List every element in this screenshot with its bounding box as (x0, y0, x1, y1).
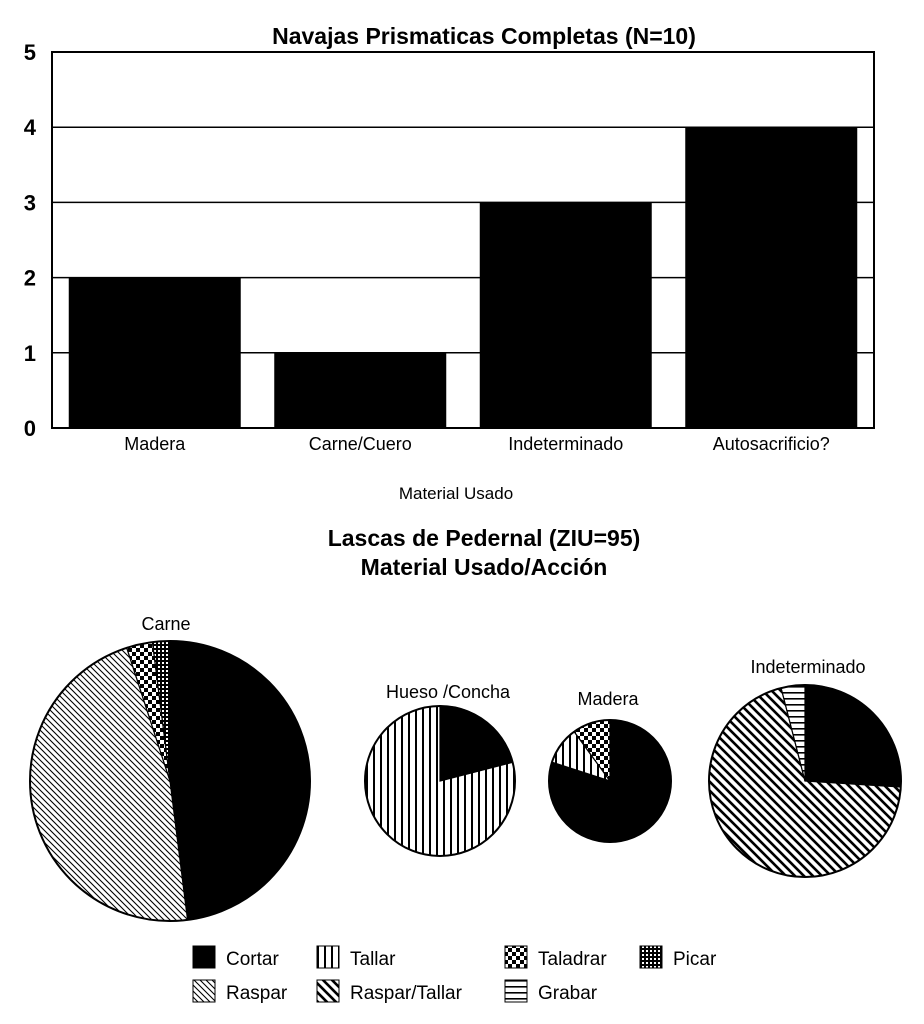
bar-indeterminado (480, 202, 652, 428)
legend-label: Picar (673, 949, 717, 970)
pie-title-line-2: Material Usado/Acción (360, 554, 608, 580)
legend-swatch (317, 980, 339, 1002)
pies (30, 614, 901, 921)
pie-chart-section (30, 525, 901, 1004)
bar-x-ticks (124, 434, 830, 454)
bar-y-tick-label: 5 (23, 40, 36, 65)
pie-label: Indeterminado (750, 657, 866, 677)
legend-item-cortar (193, 946, 279, 970)
pie-carne (30, 614, 310, 921)
legend-swatch (640, 946, 662, 968)
bar-y-tick-label: 0 (23, 416, 36, 441)
legend-swatch (193, 946, 215, 968)
bar-x-tick-label: Autosacrificio? (712, 434, 830, 454)
legend-item-raspar-tallar (317, 980, 463, 1004)
bar-chart (24, 23, 874, 503)
bar-y-tick-label: 3 (23, 190, 36, 216)
legend-label: Cortar (226, 949, 279, 970)
bar-carne-cuero (274, 353, 446, 428)
legend-label: Taladrar (538, 949, 607, 970)
legend-label: Raspar (226, 983, 288, 1004)
bar-x-tick-label: Indeterminado (508, 434, 624, 454)
legend-item-grabar (505, 980, 598, 1004)
pie-label: Madera (577, 689, 639, 709)
legend-label: Raspar/Tallar (350, 983, 462, 1004)
legend-label: Tallar (350, 949, 396, 970)
bar-chart-title: Navajas Prismaticas Completas (N=10) (272, 23, 696, 49)
pie-madera (549, 689, 671, 842)
legend (193, 946, 717, 1004)
pie-label: Carne (141, 614, 191, 634)
legend-item-picar (640, 946, 717, 970)
pie-indeterminado (709, 657, 901, 877)
legend-swatch (505, 946, 527, 968)
pie-label: Hueso /Concha (385, 682, 511, 702)
legend-swatch (317, 946, 339, 968)
bar-y-ticks (24, 40, 37, 441)
legend-item-taladrar (505, 946, 607, 970)
pie-title-line-1: Lascas de Pedernal (ZIU=95) (327, 525, 641, 551)
bar-autosacrificio (685, 127, 857, 428)
legend-item-raspar (193, 980, 288, 1004)
bar-madera (69, 278, 241, 428)
pie-slice-indeterminado-cortar (805, 685, 901, 787)
pie-slice-carne-cortar (170, 641, 310, 920)
bar-x-axis-title: Material Usado (398, 484, 514, 503)
legend-swatch (505, 980, 527, 1002)
legend-label: Grabar (538, 983, 598, 1004)
bar-x-tick-label: Madera (124, 434, 186, 454)
pie-hueso-concha (365, 682, 515, 856)
legend-swatch (193, 980, 215, 1002)
bar-y-tick-label: 4 (23, 115, 36, 141)
bar-y-tick-label: 2 (23, 265, 36, 291)
bar-y-tick-label: 1 (23, 340, 36, 366)
legend-item-tallar (317, 946, 396, 970)
bar-x-tick-label: Carne/Cuero (308, 434, 412, 454)
